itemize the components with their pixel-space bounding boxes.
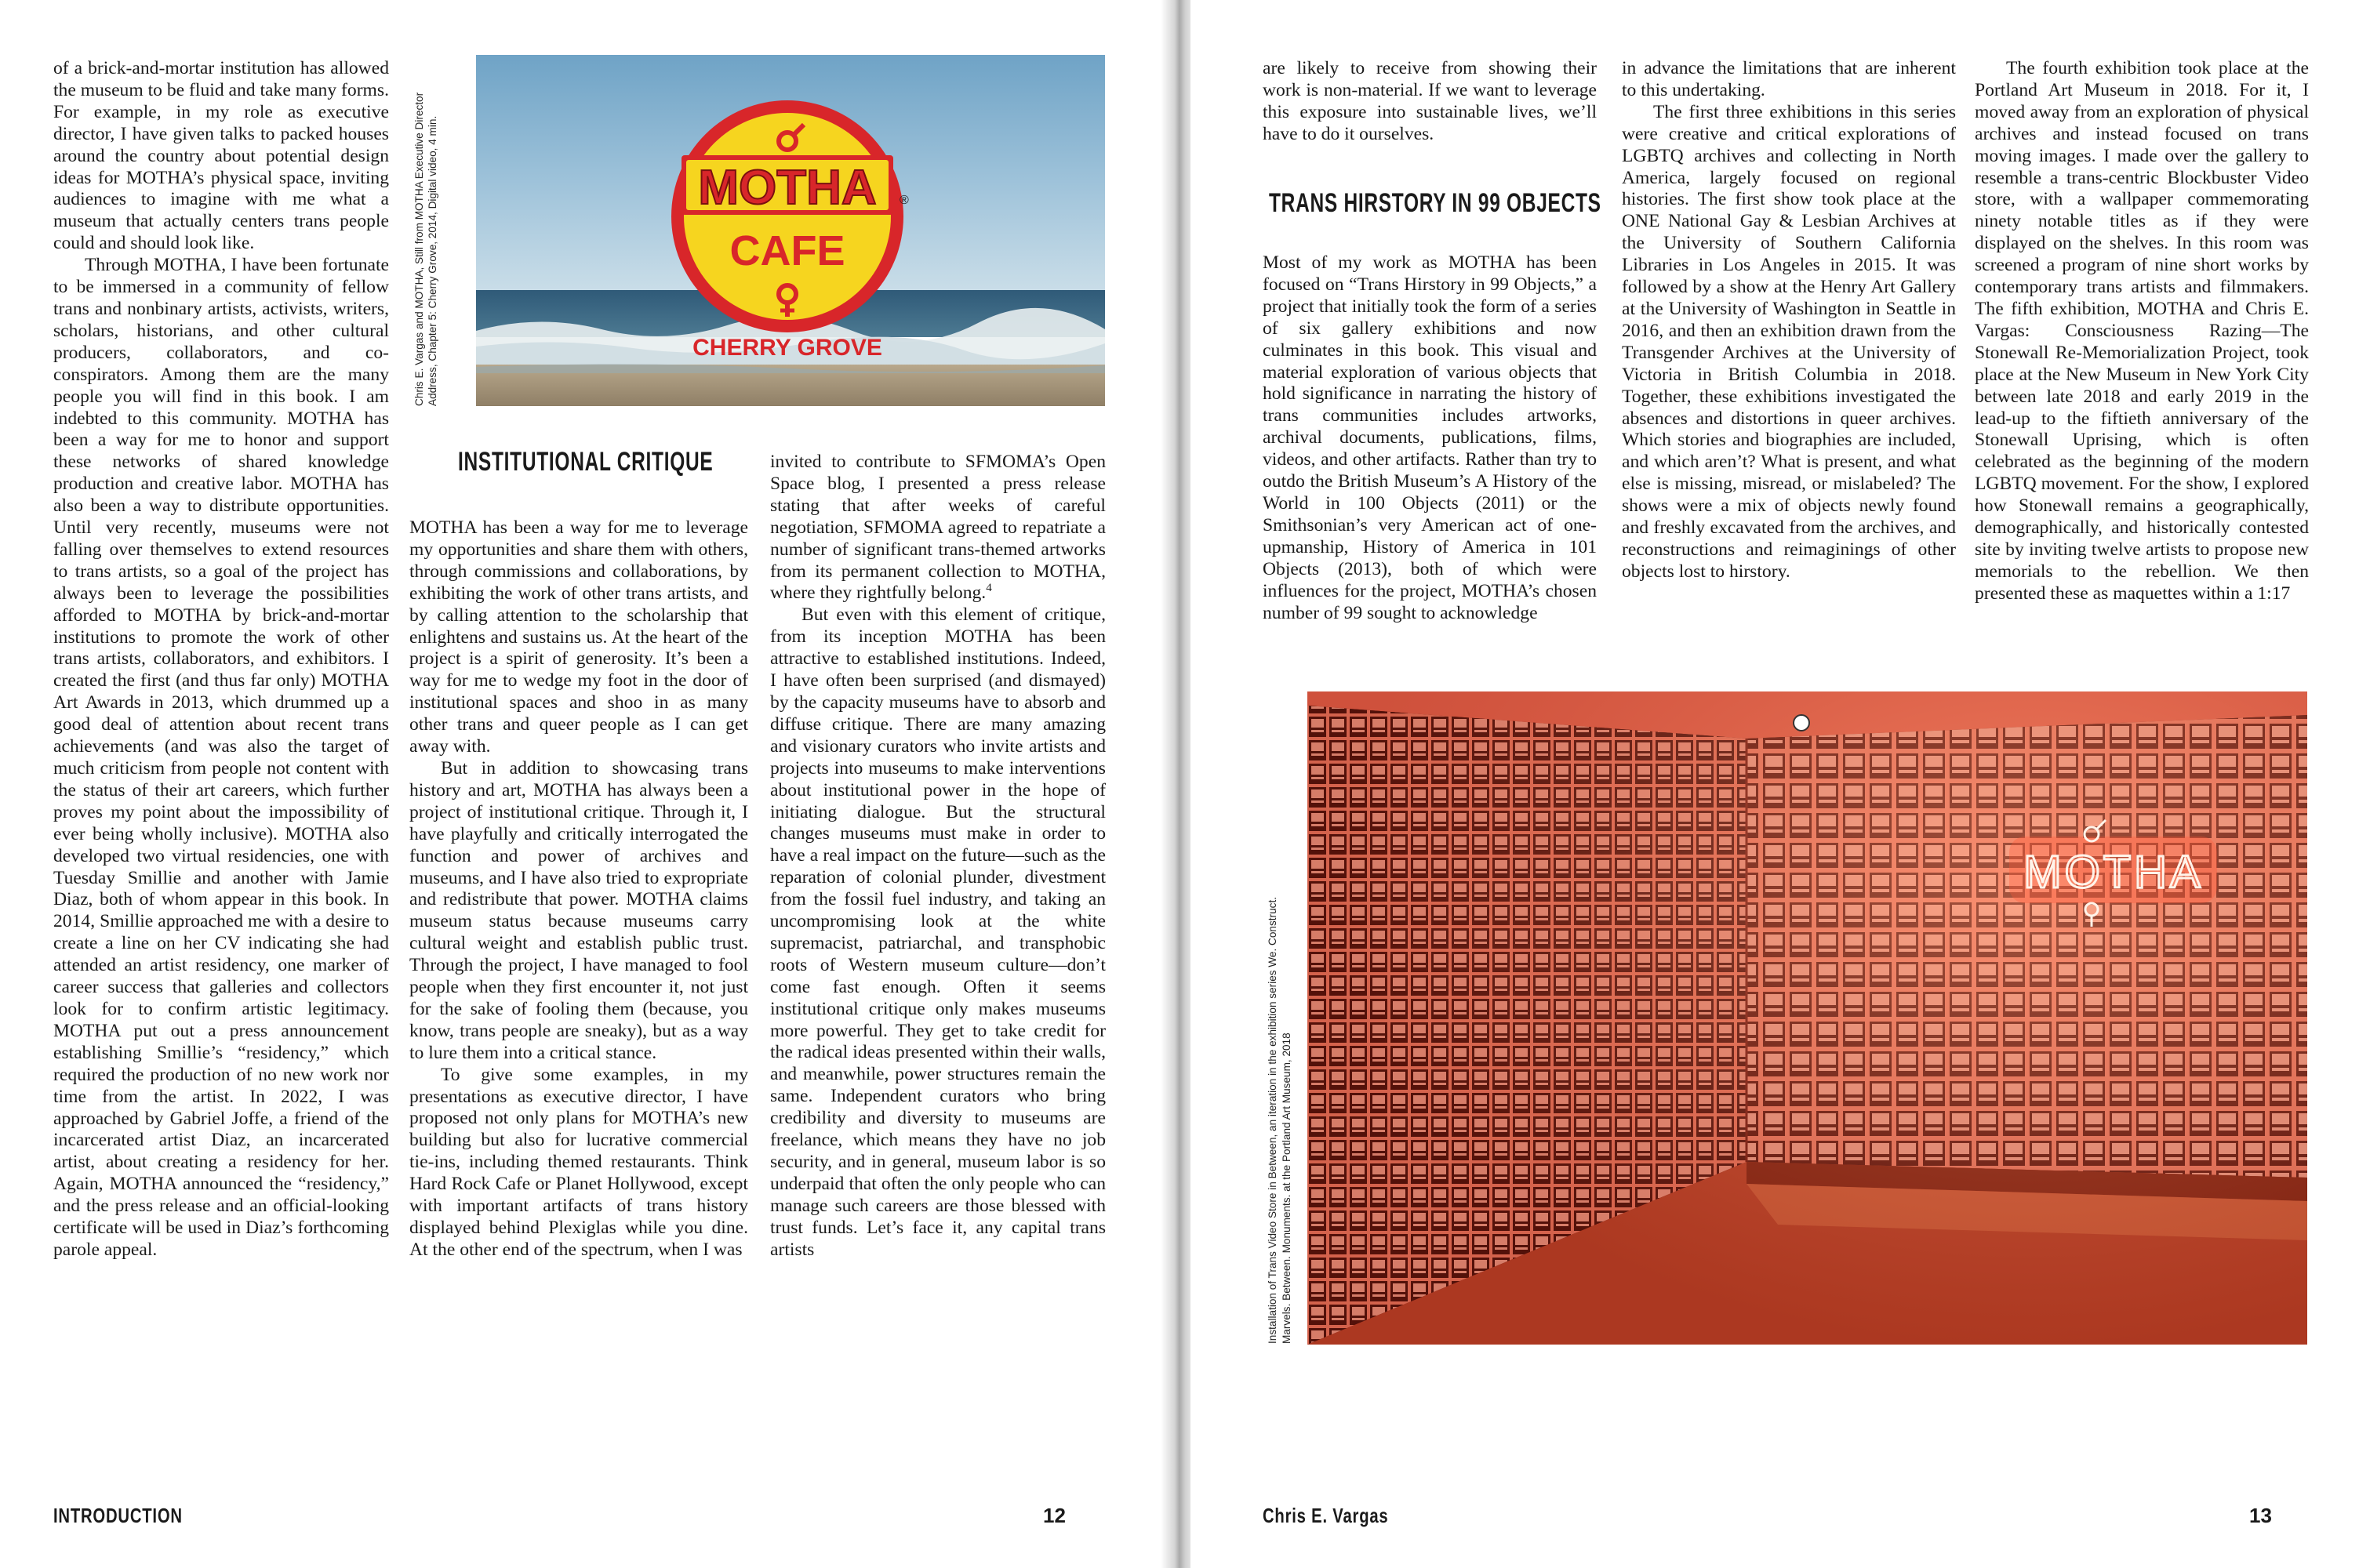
paragraph: of a brick-and-mortar institution has allowed the museum to be fluid and take many forms. For example, in my role as executive director, I have given talks to packed houses around the country about potential design ideas for MOTHA’s physical space, inviting audiences to imagine with me what a museum that actually centers trans people could and should look like. (53, 58, 389, 254)
paragraph: MOTHA has been a way for me to leverage my opportunities and share them with others, through commissions and collaborations, by exhibiting the work of other trans artists, and by calling attention to the scholarship that enlightens and sustains us. At the heart of the project is a spirit of generosity. It’s been a way for me to wedge my foot in the door of institutional spaces and shoo in as many other trans and queer people as I can get away with. (409, 517, 748, 757)
running-footer: INTRODUCTION (53, 1504, 183, 1527)
right-column-2 (1622, 58, 1956, 583)
paragraph: The first three exhibitions in this series were creative and critical explorations of LGBTQ archives and collecting in North America, largely focused on regional histories. The first show took place at the ONE National Gay & Lesbian Archives at the University of Southern California Libraries in Los Angeles in 2015. It was followed by a show at the Henry Art Gallery at the University of Washington in Seattle in 2016, and then an exhibition drawn from the Transgender Archives at the University of Victoria in British Columbia in 2018. Together, these exhibitions investigated the absences and distortions in queer archives. Which stories and biographies are included, and which aren’t? What is present, and what else is missing, misread, or mislabeled? The shows were a mix of objects newly found and freshly excavated from the archives, and reconstructions and reimaginings of other objects lost to hirstory. (1622, 101, 1956, 582)
page-number-right: 13 (2249, 1504, 2272, 1527)
left-column-2 (409, 517, 748, 1261)
cafe-logo-brand: MOTHA (698, 161, 877, 215)
running-footer-right: Chris E. Vargas (1263, 1504, 1389, 1527)
cafe-photo-caption: Chris E. Vargas and MOTHA, Still from MOTHA Executive Director Address, Chapter 5: Cherry Grove, 2014, Digital video, 4 min. (413, 92, 438, 406)
paragraph: are likely to receive from showing their work is non-material. If we want to leverage this exposure into sustainable lives, we’ll have to do it ourselves. (1263, 58, 1597, 144)
paragraph: But in addition to showcasing trans history and art, MOTHA has always been a project of institutional critique. Through it, I have playfully and critically interrogated the function and power of archives and museums, and I have also tried to expropriate and redistribute that power. MOTHA claims museum status because museums carry cultural weight and establish public trust. Through the project, I have managed to fool people when they first encounter it, not just for the sake of fooling them (because, you know, trans people are sneaky), but as a way to lure them into a critical stance. (409, 757, 748, 1063)
left-column-1 (53, 58, 389, 1261)
right-column-1-top (1263, 58, 1597, 146)
section-heading-trans-hirstory: TRANS HIRSTORY IN 99 OBJECTS (1269, 188, 1601, 218)
right-column-1-bottom (1263, 252, 1597, 624)
neon-sign-text: MOTHA (2023, 847, 2204, 898)
store-photo-caption: Installation of Trans Video Store in Between, an iteration in the exhibition series We. Construct. Marvels. Between. Monuments. at the Portland Art Museum, 2018 (1267, 897, 1292, 1344)
section-heading-institutional-critique: INSTITUTIONAL CRITIQUE (458, 447, 714, 477)
left-column-3 (770, 452, 1106, 1261)
paragraph: in advance the limitations that are inherent to this undertaking. (1622, 58, 1956, 100)
paragraph: Most of my work as MOTHA has been focused on “Trans Hirstory in 99 Objects,” a project that initially took the form of a series of six gallery exhibitions and now culminates in this book. This visual and material exploration of various objects that hold significance in narrating the history of trans communities includes artworks, archival documents, publications, films, videos, and other artifacts. Rather than try to outdo the British Museum’s A History of the World in 100 Objects (2011) or the Smithsonian’s very American act of one-upmanship, History of America in 101 Objects (2013), both of which were influences for the project, MOTHA’s chosen number of 99 sought to acknowledge (1263, 252, 1597, 623)
paragraph: Through MOTHA, I have been fortunate to be immersed in a community of fellow trans and nonbinary artists, activists, writers, scholars, historians, and other cultural producers, collaborators, and co-conspirators. Among them are the many people you will find in this book. I am indebted to this community. MOTHA has been a way for me to honor and support these networks of shared knowledge production and creative labor. MOTHA has also been a way to distribute opportunities. Until very recently, museums were not falling over themselves to extend resources to trans artists, so a goal of the project has always been to leverage the possibilities afforded to MOTHA by brick-and-mortar institutions to promote the work of other trans artists, collaborators, and exhibitors. I created the first (and thus far only) MOTHA Art Awards in 2013, which drummed up a good deal of attention about recent trans achievements (and was also the target of much criticism from people not content with the status of their art careers, which further proves my point about the impossibility of ever being wholly inclusive). MOTHA also developed two virtual residencies, one with Tuesday Smillie and another with Jamie Diaz, both of whom appear in this book. In 2014, Smillie approached me with a desire to create a line on her CV indicating she had attended an artist residency, one marker of career success that galleries and collectors look for to confirm artistic legitimacy. MOTHA put out a press announcement establishing Smillie’s “residency,” which required the production of no new work nor time from the artist. In 2022, I was approached by Gabriel Joffe, a friend of the incarcerated artist Diaz, an incarcerated artist, about creating a residency for her. Again, MOTHA announced the “residency,” and the press release and an official-looking certificate will be used in Diaz’s forthcoming parole appeal. (53, 255, 389, 1260)
ceiling-camera (1794, 715, 1809, 731)
cafe-photo (476, 55, 1105, 406)
paragraph: The fourth exhibition took place at the Portland Art Museum in 2018. For it, I moved away from an exploration of physical archives and instead focused on trans moving images. I made over the gallery to resemble a trans-centric Blockbuster Video store, with a wallpaper commemorating ninety notable titles as if they were displayed on the shelves. In this room was screened a program of nine short works by contemporary trans artists and filmmakers. The fifth exhibition, MOTHA and Chris E. Vargas: Consciousness Razing—The Stonewall Re-Memorialization Project, took place at the New Museum in New York City between late 2018 and early 2019 in the lead-up to the fiftieth anniversary of the Stonewall Uprising, which is often celebrated as the beginning of the modern LGBTQ movement. For the show, I explored how Stonewall remains a geographically, demographically, and historically contested site by inviting twelve artists to propose new memorials to the rebellion. We then presented these as maquettes within a 1:17 (1975, 58, 2309, 604)
footnote-marker: 4 (986, 582, 992, 595)
cafe-logo-subtitle: CAFE (729, 227, 845, 274)
registered-mark: ® (900, 194, 909, 207)
paragraph: But even with this element of critique, from its inception MOTHA has been attractive to established institutions. Indeed, I have often been surprised (and dismayed) by the capacity museums have to absorb and diffuse critique. There are many amazing and visionary curators who invite artists and projects into museums to make interventions about institutional power in the hope of initiating dialogue. But the structural changes museums must make in order to have a real impact on the future—such as the reparation of colonial plunder, divestment from the fossil fuel industry, and taking an uncompromising look at the white supremacist, patriarchal, and transphobic roots of Western museum culture—don’t come fast enough. Often it seems institutional critique only makes museums more powerful. They get to take credit for the radical ideas presented within their walls, and meanwhile, power structures remain the same. Independent curators who bring credibility and diversity to museums are freelance, which means they have no job security, and in general, museum labor is so underpaid that often the only people who can manage such careers are those blessed with trust funds. Let’s face it, any capital trans artists (770, 604, 1106, 1260)
cafe-place-name: CHERRY GROVE (692, 335, 882, 361)
paragraph: To give some examples, in my presentations as executive director, I have proposed not only plans for MOTHA’s new building but also for lucrative commercial tie-ins, including themed restaurants. Think Hard Rock Cafe or Planet Hollywood, except with important artifacts of trans history displayed behind Plexiglas while you dine. At the other end of the spectrum, when I was (409, 1064, 748, 1260)
right-column-3 (1975, 58, 2309, 605)
paragraph: invited to contribute to SFMOMA’s Open Space blog, I presented a press release stating that after weeks of careful negotiation, SFMOMA agreed to repatriate a number of significant trans-themed artworks from its permanent collection to MOTHA, where they rightfully belong.$^4$ (770, 452, 1106, 604)
page-number: 12 (1043, 1504, 1066, 1527)
video-store-photo (1307, 691, 2307, 1345)
left-page (0, 0, 1172, 1568)
